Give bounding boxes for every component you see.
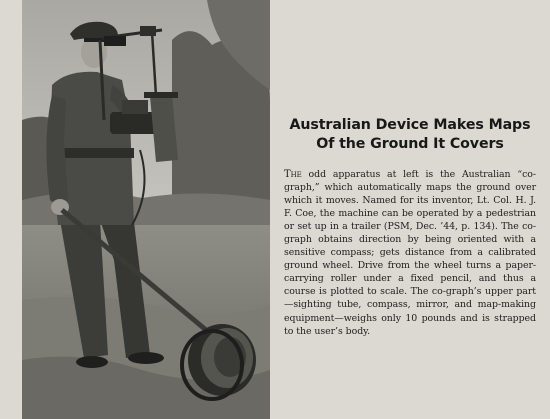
photograph-soldier-with-cograph (22, 0, 270, 419)
headline-line-2: Of the Ground It Covers (316, 136, 504, 152)
article-body (284, 168, 536, 338)
photo-illustration (22, 0, 270, 419)
article (284, 116, 536, 338)
article-lead-word: The (284, 169, 302, 180)
article-body-text: odd apparatus at left is the Australian “co-graph,” which automatically maps the ground over which it moves. Named for its inventor, Lt. Col. H. J. F. Coe, the machine can be operated by a pedestrian or set up in a trailer (PSM, Dec. ’44, p. 134). The co-graph obtains direction by being oriented with a sensitive compass; gets distance from a calibrated ground wheel. Drive from the wheel turns a paper-carrying roller under a fixed pencil, and thus a course is plotted to scale. The co-graph’s upper part —sighting tube, compass, mirror, and map-making equipment—weighs only 10 pounds and is strapped to the user’s body. (284, 169, 536, 337)
headline-line-1: Australian Device Makes Maps (289, 117, 531, 133)
article-headline (284, 116, 536, 154)
